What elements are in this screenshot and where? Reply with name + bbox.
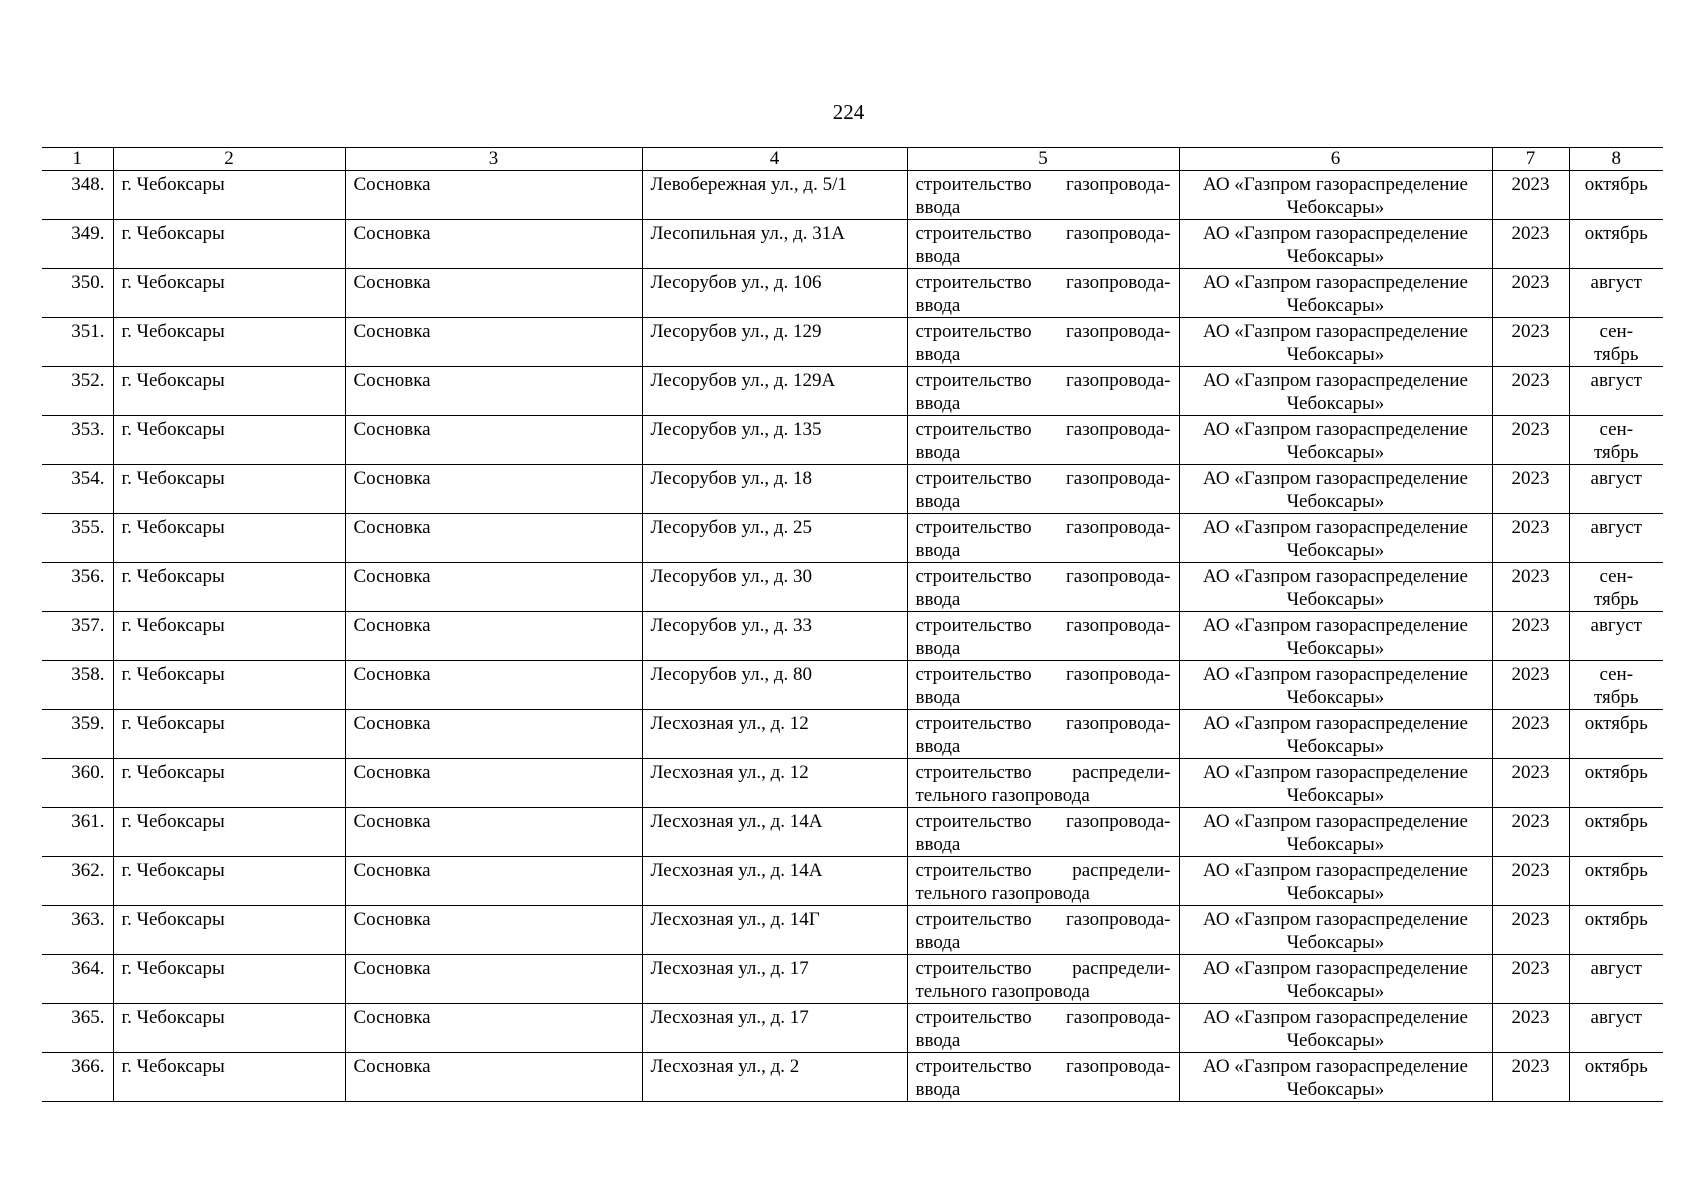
address-cell: Лесхозная ул., д. 12 xyxy=(642,710,907,759)
work-type-cell: строительство газопровода-ввода xyxy=(907,612,1179,661)
row-number: 352. xyxy=(42,367,113,416)
district-cell: Сосновка xyxy=(345,710,642,759)
month-cell: сен-тябрь xyxy=(1569,416,1663,465)
address-cell: Лесорубов ул., д. 30 xyxy=(642,563,907,612)
table-row xyxy=(42,465,1663,514)
row-number: 366. xyxy=(42,1053,113,1102)
year-cell: 2023 xyxy=(1492,220,1569,269)
organization-cell: АО «Газпром газораспределение Чебоксары» xyxy=(1179,906,1492,955)
address-cell: Лесорубов ул., д. 129А xyxy=(642,367,907,416)
table-row xyxy=(42,563,1663,612)
row-number: 360. xyxy=(42,759,113,808)
address-cell: Левобережная ул., д. 5/1 xyxy=(642,171,907,220)
organization-cell: АО «Газпром газораспределение Чебоксары» xyxy=(1179,808,1492,857)
organization-cell: АО «Газпром газораспределение Чебоксары» xyxy=(1179,857,1492,906)
month-cell: октябрь xyxy=(1569,759,1663,808)
month-cell: октябрь xyxy=(1569,906,1663,955)
district-cell: Сосновка xyxy=(345,808,642,857)
month-cell: октябрь xyxy=(1569,710,1663,759)
column-header: 2 xyxy=(113,148,345,171)
table-row xyxy=(42,808,1663,857)
month-cell: октябрь xyxy=(1569,220,1663,269)
month-cell: август xyxy=(1569,514,1663,563)
table-row xyxy=(42,955,1663,1004)
table-row xyxy=(42,416,1663,465)
column-header: 4 xyxy=(642,148,907,171)
address-cell: Лесхозная ул., д. 2 xyxy=(642,1053,907,1102)
row-number: 361. xyxy=(42,808,113,857)
year-cell: 2023 xyxy=(1492,465,1569,514)
page-number: 224 xyxy=(832,100,865,124)
address-cell: Лесорубов ул., д. 25 xyxy=(642,514,907,563)
row-number: 350. xyxy=(42,269,113,318)
year-cell: 2023 xyxy=(1492,759,1569,808)
row-number: 363. xyxy=(42,906,113,955)
month-cell: август xyxy=(1569,955,1663,1004)
district-cell: Сосновка xyxy=(345,1053,642,1102)
table-row xyxy=(42,220,1663,269)
row-number: 358. xyxy=(42,661,113,710)
row-number: 349. xyxy=(42,220,113,269)
table-row xyxy=(42,857,1663,906)
month-cell: октябрь xyxy=(1569,808,1663,857)
work-type-cell: строительство газопровода-ввода xyxy=(907,269,1179,318)
works-table xyxy=(42,147,1663,1102)
month-cell: август xyxy=(1569,1004,1663,1053)
year-cell: 2023 xyxy=(1492,906,1569,955)
table-header xyxy=(42,148,1663,171)
year-cell: 2023 xyxy=(1492,416,1569,465)
organization-cell: АО «Газпром газораспределение Чебоксары» xyxy=(1179,1004,1492,1053)
year-cell: 2023 xyxy=(1492,514,1569,563)
work-type-cell: строительство распредели-тельного газопровода xyxy=(907,955,1179,1004)
table-row xyxy=(42,269,1663,318)
organization-cell: АО «Газпром газораспределение Чебоксары» xyxy=(1179,269,1492,318)
row-number: 355. xyxy=(42,514,113,563)
address-cell: Лесорубов ул., д. 106 xyxy=(642,269,907,318)
month-cell: октябрь xyxy=(1569,857,1663,906)
table-body xyxy=(42,171,1663,1102)
city-cell: г. Чебоксары xyxy=(113,367,345,416)
table-row xyxy=(42,612,1663,661)
organization-cell: АО «Газпром газораспределение Чебоксары» xyxy=(1179,171,1492,220)
city-cell: г. Чебоксары xyxy=(113,955,345,1004)
table-row xyxy=(42,1004,1663,1053)
city-cell: г. Чебоксары xyxy=(113,612,345,661)
column-header: 5 xyxy=(907,148,1179,171)
table-row xyxy=(42,661,1663,710)
address-cell: Лесхозная ул., д. 14А xyxy=(642,857,907,906)
work-type-cell: строительство газопровода-ввода xyxy=(907,514,1179,563)
row-number: 365. xyxy=(42,1004,113,1053)
table-row xyxy=(42,318,1663,367)
organization-cell: АО «Газпром газораспределение Чебоксары» xyxy=(1179,1053,1492,1102)
row-number: 351. xyxy=(42,318,113,367)
address-cell: Лесопильная ул., д. 31А xyxy=(642,220,907,269)
city-cell: г. Чебоксары xyxy=(113,1053,345,1102)
district-cell: Сосновка xyxy=(345,1004,642,1053)
table-row xyxy=(42,514,1663,563)
row-number: 353. xyxy=(42,416,113,465)
district-cell: Сосновка xyxy=(345,661,642,710)
work-type-cell: строительство газопровода-ввода xyxy=(907,171,1179,220)
work-type-cell: строительство газопровода-ввода xyxy=(907,808,1179,857)
column-header: 1 xyxy=(42,148,113,171)
work-type-cell: строительство распредели-тельного газопровода xyxy=(907,759,1179,808)
city-cell: г. Чебоксары xyxy=(113,514,345,563)
city-cell: г. Чебоксары xyxy=(113,563,345,612)
district-cell: Сосновка xyxy=(345,955,642,1004)
row-number: 357. xyxy=(42,612,113,661)
city-cell: г. Чебоксары xyxy=(113,220,345,269)
row-number: 348. xyxy=(42,171,113,220)
organization-cell: АО «Газпром газораспределение Чебоксары» xyxy=(1179,759,1492,808)
organization-cell: АО «Газпром газораспределение Чебоксары» xyxy=(1179,612,1492,661)
district-cell: Сосновка xyxy=(345,416,642,465)
city-cell: г. Чебоксары xyxy=(113,759,345,808)
work-type-cell: строительство газопровода-ввода xyxy=(907,661,1179,710)
month-cell: август xyxy=(1569,612,1663,661)
address-cell: Лесорубов ул., д. 129 xyxy=(642,318,907,367)
month-cell: август xyxy=(1569,367,1663,416)
organization-cell: АО «Газпром газораспределение Чебоксары» xyxy=(1179,955,1492,1004)
work-type-cell: строительство распредели-тельного газопровода xyxy=(907,857,1179,906)
city-cell: г. Чебоксары xyxy=(113,318,345,367)
table-row xyxy=(42,1053,1663,1102)
city-cell: г. Чебоксары xyxy=(113,1004,345,1053)
year-cell: 2023 xyxy=(1492,1053,1569,1102)
year-cell: 2023 xyxy=(1492,661,1569,710)
district-cell: Сосновка xyxy=(345,906,642,955)
work-type-cell: строительство газопровода-ввода xyxy=(907,1053,1179,1102)
address-cell: Лесорубов ул., д. 18 xyxy=(642,465,907,514)
year-cell: 2023 xyxy=(1492,318,1569,367)
district-cell: Сосновка xyxy=(345,171,642,220)
column-header: 3 xyxy=(345,148,642,171)
district-cell: Сосновка xyxy=(345,857,642,906)
month-cell: октябрь xyxy=(1569,171,1663,220)
year-cell: 2023 xyxy=(1492,171,1569,220)
column-header: 6 xyxy=(1179,148,1492,171)
month-cell: август xyxy=(1569,269,1663,318)
address-cell: Лесхозная ул., д. 17 xyxy=(642,955,907,1004)
district-cell: Сосновка xyxy=(345,514,642,563)
table-row xyxy=(42,710,1663,759)
address-cell: Лесорубов ул., д. 80 xyxy=(642,661,907,710)
column-header: 8 xyxy=(1569,148,1663,171)
month-cell: сен-тябрь xyxy=(1569,563,1663,612)
city-cell: г. Чебоксары xyxy=(113,906,345,955)
district-cell: Сосновка xyxy=(345,367,642,416)
work-type-cell: строительство газопровода-ввода xyxy=(907,416,1179,465)
organization-cell: АО «Газпром газораспределение Чебоксары» xyxy=(1179,367,1492,416)
address-cell: Лесхозная ул., д. 17 xyxy=(642,1004,907,1053)
year-cell: 2023 xyxy=(1492,955,1569,1004)
district-cell: Сосновка xyxy=(345,220,642,269)
table-row xyxy=(42,759,1663,808)
organization-cell: АО «Газпром газораспределение Чебоксары» xyxy=(1179,416,1492,465)
address-cell: Лесорубов ул., д. 135 xyxy=(642,416,907,465)
organization-cell: АО «Газпром газораспределение Чебоксары» xyxy=(1179,661,1492,710)
organization-cell: АО «Газпром газораспределение Чебоксары» xyxy=(1179,563,1492,612)
organization-cell: АО «Газпром газораспределение Чебоксары» xyxy=(1179,465,1492,514)
work-type-cell: строительство газопровода-ввода xyxy=(907,465,1179,514)
year-cell: 2023 xyxy=(1492,563,1569,612)
work-type-cell: строительство газопровода-ввода xyxy=(907,220,1179,269)
month-cell: сен-тябрь xyxy=(1569,661,1663,710)
work-type-cell: строительство газопровода-ввода xyxy=(907,1004,1179,1053)
organization-cell: АО «Газпром газораспределение Чебоксары» xyxy=(1179,710,1492,759)
table-row xyxy=(42,906,1663,955)
district-cell: Сосновка xyxy=(345,465,642,514)
month-cell: сен-тябрь xyxy=(1569,318,1663,367)
city-cell: г. Чебоксары xyxy=(113,416,345,465)
address-cell: Лесхозная ул., д. 14Г xyxy=(642,906,907,955)
work-type-cell: строительство газопровода-ввода xyxy=(907,367,1179,416)
month-cell: август xyxy=(1569,465,1663,514)
table-row xyxy=(42,367,1663,416)
year-cell: 2023 xyxy=(1492,808,1569,857)
address-cell: Лесорубов ул., д. 33 xyxy=(642,612,907,661)
column-number-row xyxy=(42,148,1663,171)
work-type-cell: строительство газопровода-ввода xyxy=(907,318,1179,367)
year-cell: 2023 xyxy=(1492,857,1569,906)
row-number: 362. xyxy=(42,857,113,906)
city-cell: г. Чебоксары xyxy=(113,171,345,220)
organization-cell: АО «Газпром газораспределение Чебоксары» xyxy=(1179,514,1492,563)
column-header: 7 xyxy=(1492,148,1569,171)
address-cell: Лесхозная ул., д. 12 xyxy=(642,759,907,808)
year-cell: 2023 xyxy=(1492,367,1569,416)
city-cell: г. Чебоксары xyxy=(113,710,345,759)
row-number: 356. xyxy=(42,563,113,612)
year-cell: 2023 xyxy=(1492,710,1569,759)
district-cell: Сосновка xyxy=(345,612,642,661)
table-row xyxy=(42,171,1663,220)
city-cell: г. Чебоксары xyxy=(113,857,345,906)
organization-cell: АО «Газпром газораспределение Чебоксары» xyxy=(1179,220,1492,269)
work-type-cell: строительство газопровода-ввода xyxy=(907,563,1179,612)
row-number: 359. xyxy=(42,710,113,759)
district-cell: Сосновка xyxy=(345,563,642,612)
work-type-cell: строительство газопровода-ввода xyxy=(907,710,1179,759)
year-cell: 2023 xyxy=(1492,269,1569,318)
city-cell: г. Чебоксары xyxy=(113,465,345,514)
row-number: 354. xyxy=(42,465,113,514)
row-number: 364. xyxy=(42,955,113,1004)
year-cell: 2023 xyxy=(1492,612,1569,661)
work-type-cell: строительство газопровода-ввода xyxy=(907,906,1179,955)
district-cell: Сосновка xyxy=(345,759,642,808)
address-cell: Лесхозная ул., д. 14А xyxy=(642,808,907,857)
year-cell: 2023 xyxy=(1492,1004,1569,1053)
city-cell: г. Чебоксары xyxy=(113,808,345,857)
district-cell: Сосновка xyxy=(345,318,642,367)
organization-cell: АО «Газпром газораспределение Чебоксары» xyxy=(1179,318,1492,367)
district-cell: Сосновка xyxy=(345,269,642,318)
city-cell: г. Чебоксары xyxy=(113,661,345,710)
month-cell: октябрь xyxy=(1569,1053,1663,1102)
city-cell: г. Чебоксары xyxy=(113,269,345,318)
